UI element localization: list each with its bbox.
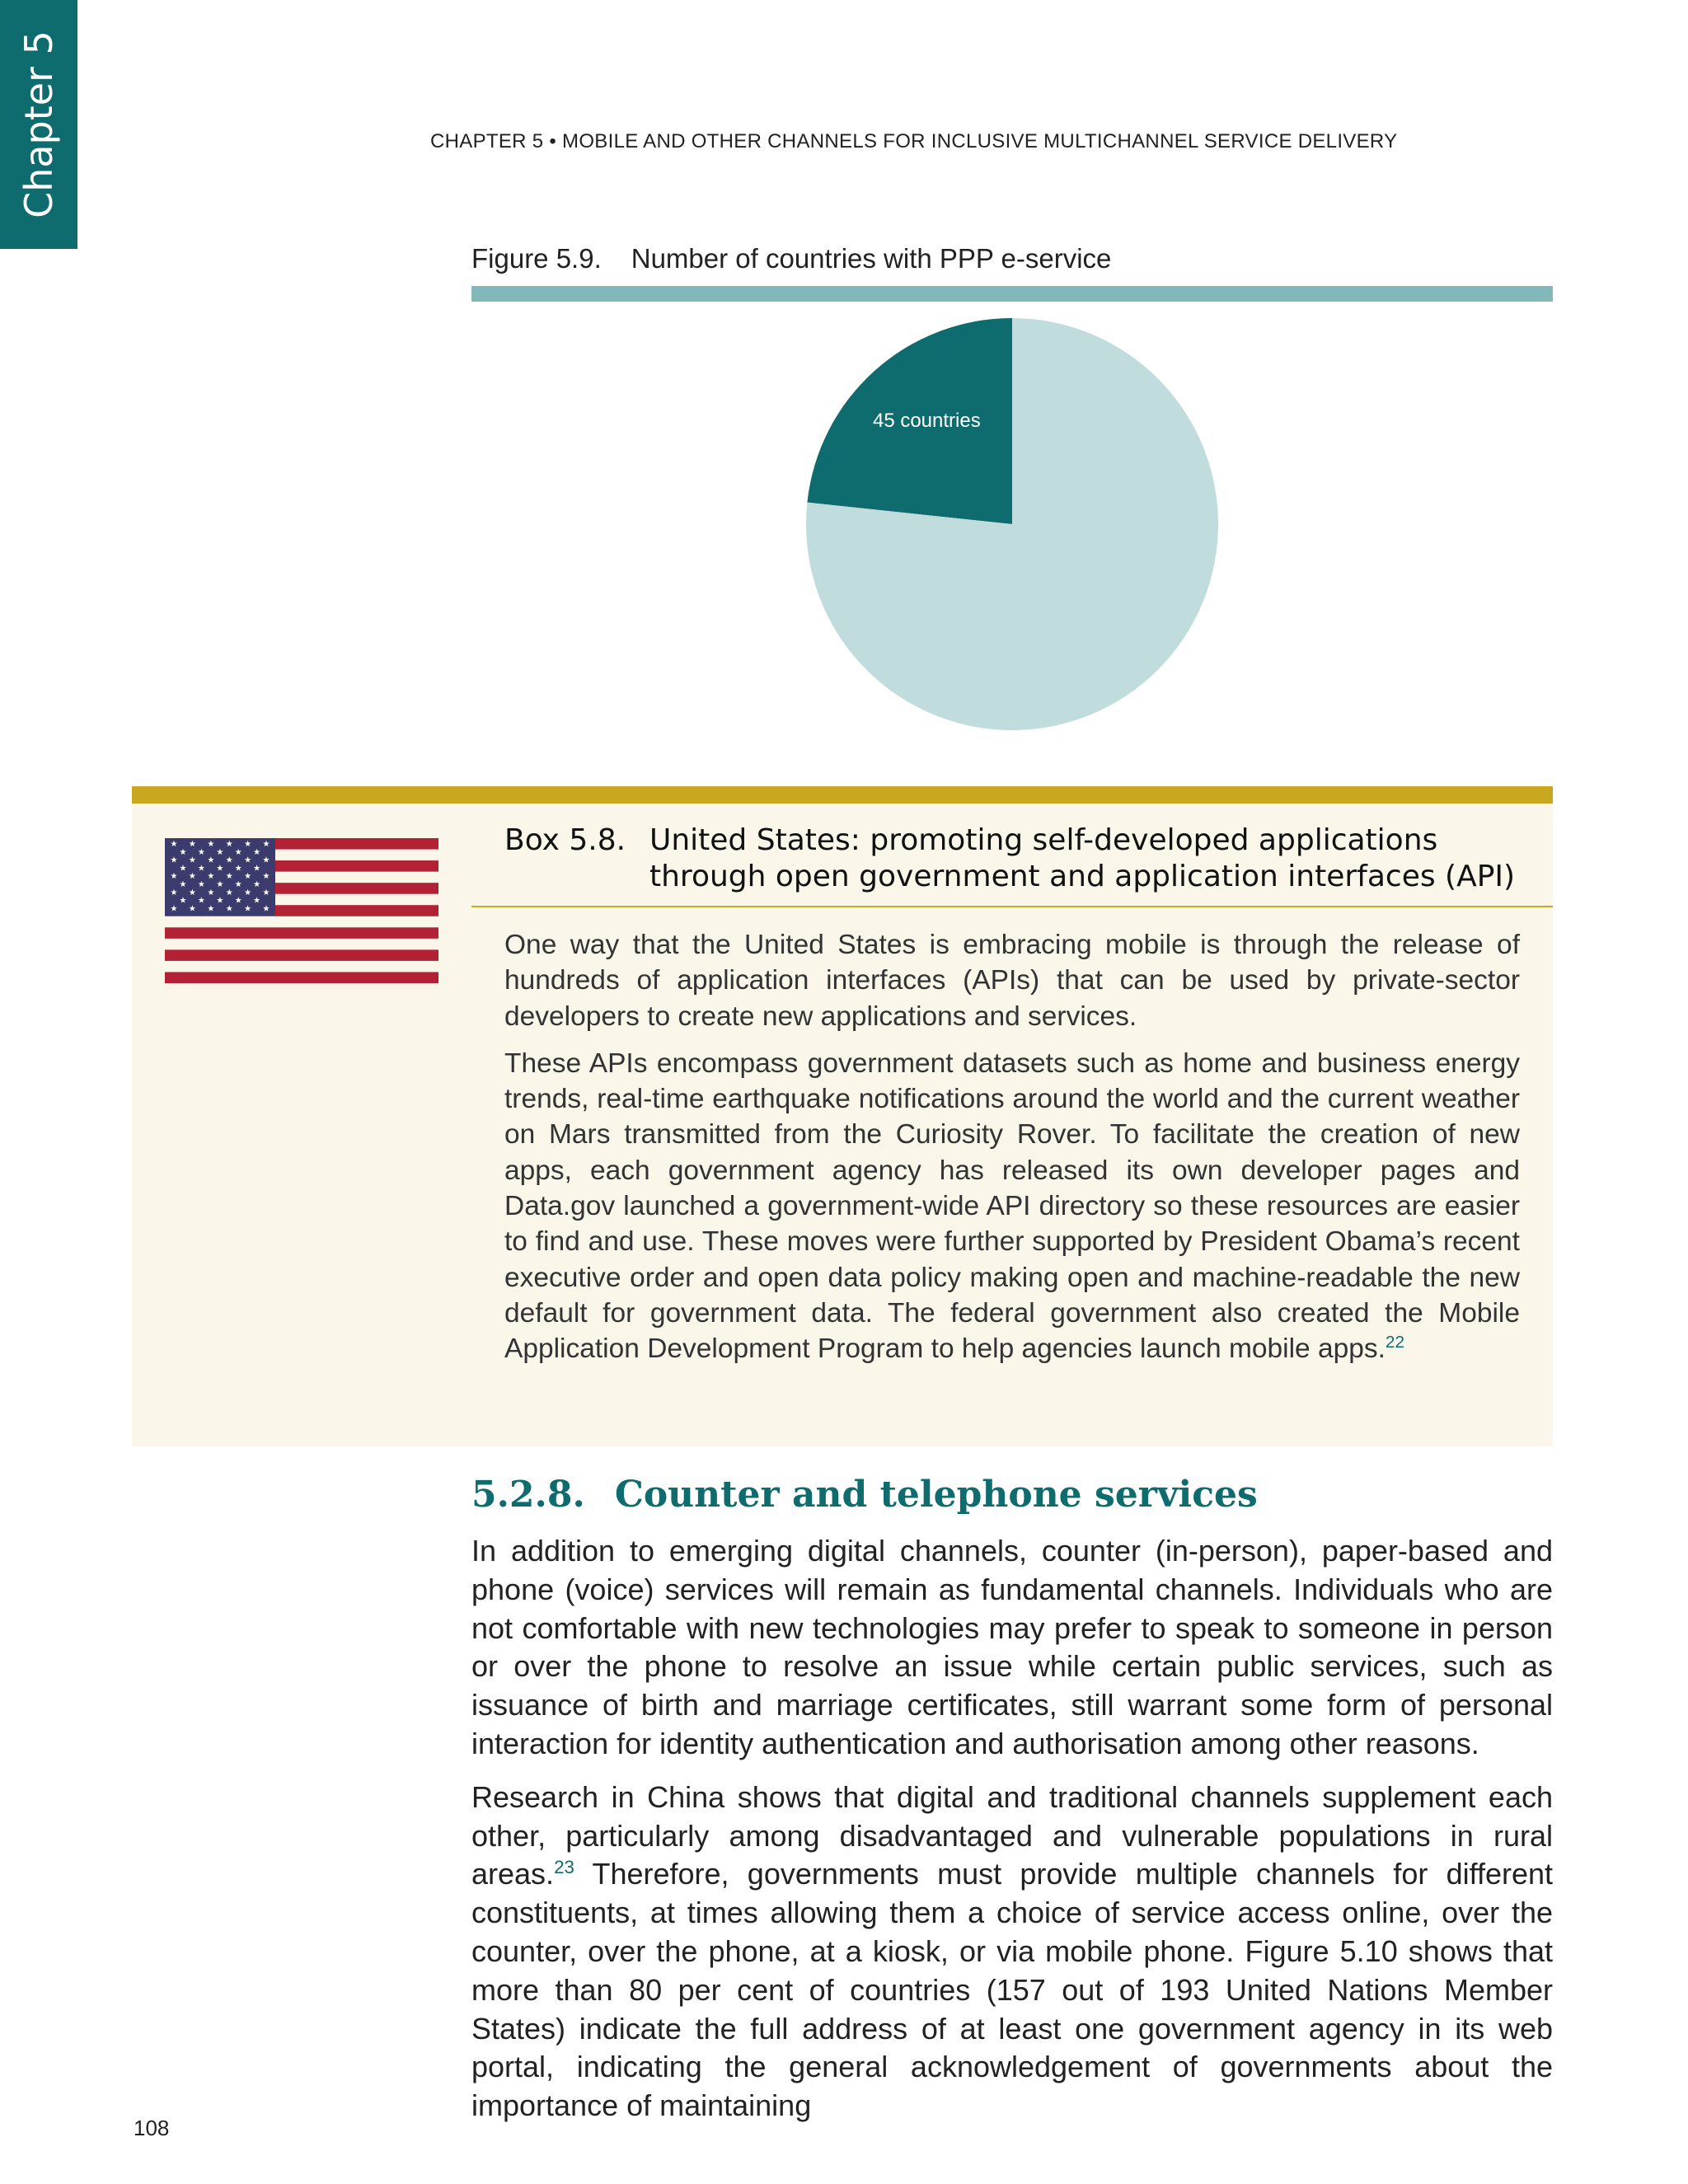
svg-text:★: ★ [170, 888, 178, 898]
figure-title: Number of countries with PPP e-service [631, 243, 1112, 274]
svg-text:★: ★ [179, 880, 187, 889]
svg-text:★: ★ [225, 855, 233, 865]
svg-text:★: ★ [188, 888, 196, 898]
svg-text:★: ★ [225, 904, 233, 914]
svg-text:★: ★ [244, 904, 252, 914]
svg-text:★: ★ [244, 840, 252, 849]
box-body [504, 927, 1520, 1379]
svg-text:★: ★ [262, 855, 270, 865]
pie-chart [801, 313, 1223, 735]
footnote-ref[interactable]: 22 [1385, 1333, 1405, 1352]
svg-text:★: ★ [216, 847, 224, 857]
svg-text:★: ★ [188, 855, 196, 865]
svg-text:★: ★ [216, 880, 224, 889]
box-top-rule [132, 786, 1553, 804]
svg-text:★: ★ [225, 840, 233, 849]
box-paragraph [504, 1046, 1520, 1367]
box-paragraph-text: These APIs encompass government datasets such as home and business energy trends, real-time earthquake notifications around the world and the current weather on Mars transmitted from the Curiosity Rover. To facilitate the creation of new apps, each government agency has released its own developer pages and Data.gov launched a government-wide API directory so these resources are easier to find and use. These moves were further supported by President Obama’s recent executive order and open data policy making open and machine-readable the new default for government data. The federal government also created the Mobile Application Development Program to help agencies launch mobile apps. [504, 1047, 1520, 1365]
svg-text:★: ★ [262, 872, 270, 882]
box-title-text: United States: promoting self-developed applications through open government and application interfaces (API) [649, 823, 1516, 893]
svg-text:★: ★ [179, 864, 187, 874]
pie-slice-label: 45 countries [872, 409, 981, 432]
svg-text:★: ★ [234, 847, 242, 857]
svg-text:★: ★ [262, 888, 270, 898]
svg-text:★: ★ [207, 855, 215, 865]
figure-caption [471, 243, 1111, 274]
svg-text:★: ★ [207, 840, 215, 849]
svg-text:★: ★ [197, 896, 205, 906]
svg-text:★: ★ [188, 904, 196, 914]
body-paragraph-text: Therefore, governments must provide multiple channels for different constituents, at times allowing them a choice of service access online, over the counter, over the phone, at a kiosk, or via mobile phone. Figure 5.10 shows that more than 80 per cent of countries (157 out of 193 United Nations Member States) indicate the full address of at least one government agency in its web portal, indicating the general acknowledgement of governments about the importance of maintaining [471, 1857, 1553, 2123]
svg-text:★: ★ [253, 880, 261, 889]
figure-number: Figure 5.9. [471, 243, 602, 274]
svg-text:★: ★ [170, 872, 178, 882]
svg-text:★: ★ [244, 855, 252, 865]
svg-text:★: ★ [188, 872, 196, 882]
box-divider [471, 906, 1553, 907]
svg-text:★: ★ [253, 896, 261, 906]
svg-text:★: ★ [234, 880, 242, 889]
svg-text:★: ★ [197, 880, 205, 889]
box-number: Box 5.8. [504, 823, 626, 857]
page-number: 108 [134, 2116, 170, 2140]
svg-text:★: ★ [225, 888, 233, 898]
svg-text:★: ★ [244, 888, 252, 898]
svg-text:★: ★ [170, 855, 178, 865]
svg-text:★: ★ [170, 840, 178, 849]
figure-rule [471, 286, 1553, 302]
svg-text:★: ★ [197, 847, 205, 857]
svg-text:★: ★ [216, 896, 224, 906]
svg-text:★: ★ [244, 872, 252, 882]
svg-text:★: ★ [262, 904, 270, 914]
body-paragraph-text: Research in China shows that digital and traditional channels supplement each other, particularly among disadvantaged and vulnerable populations in rural areas. [471, 1779, 1553, 1891]
svg-text:★: ★ [216, 864, 224, 874]
running-head: CHAPTER 5 • MOBILE AND OTHER CHANNELS FOR INCLUSIVE MULTICHANNEL SERVICE DELIVERY [430, 130, 1398, 152]
svg-text:★: ★ [234, 864, 242, 874]
footnote-ref[interactable]: 23 [554, 1857, 574, 1878]
svg-text:★: ★ [188, 840, 196, 849]
svg-text:★: ★ [207, 872, 215, 882]
section-title: Counter and telephone services [614, 1474, 1258, 1516]
chapter-tab-label: Chapter 5 [16, 30, 61, 218]
section-number: 5.2.8. [471, 1474, 585, 1516]
svg-text:★: ★ [225, 872, 233, 882]
svg-text:★: ★ [170, 904, 178, 914]
svg-text:★: ★ [179, 847, 187, 857]
svg-text:★: ★ [207, 904, 215, 914]
main-body [471, 1532, 1553, 2140]
svg-text:★: ★ [197, 864, 205, 874]
section-heading [471, 1474, 1258, 1516]
svg-text:★: ★ [234, 896, 242, 906]
svg-text:★: ★ [262, 840, 270, 849]
svg-text:★: ★ [253, 847, 261, 857]
chapter-tab [0, 0, 77, 249]
body-paragraph [471, 1779, 1553, 2125]
body-paragraph: In addition to emerging digital channels, counter (in-person), paper-based and phone (voice) services will remain as fundamental channels. Individuals who are not comfortable with new technologies may prefer to speak to someone in person or over the phone to resolve an issue while certain public services, such as issuance of birth and marriage certificates, still warrant some form of personal interaction for identity authentication and authorisation among other reasons. [471, 1534, 1553, 1760]
box-paragraph: One way that the United States is embracing mobile is through the release of hundreds of application interfaces (APIs) that can be used by private-sector developers to create new applications and services. [504, 930, 1520, 1032]
svg-text:★: ★ [207, 888, 215, 898]
svg-text:★: ★ [253, 864, 261, 874]
svg-text:★: ★ [179, 896, 187, 906]
us-flag-icon [165, 838, 438, 983]
